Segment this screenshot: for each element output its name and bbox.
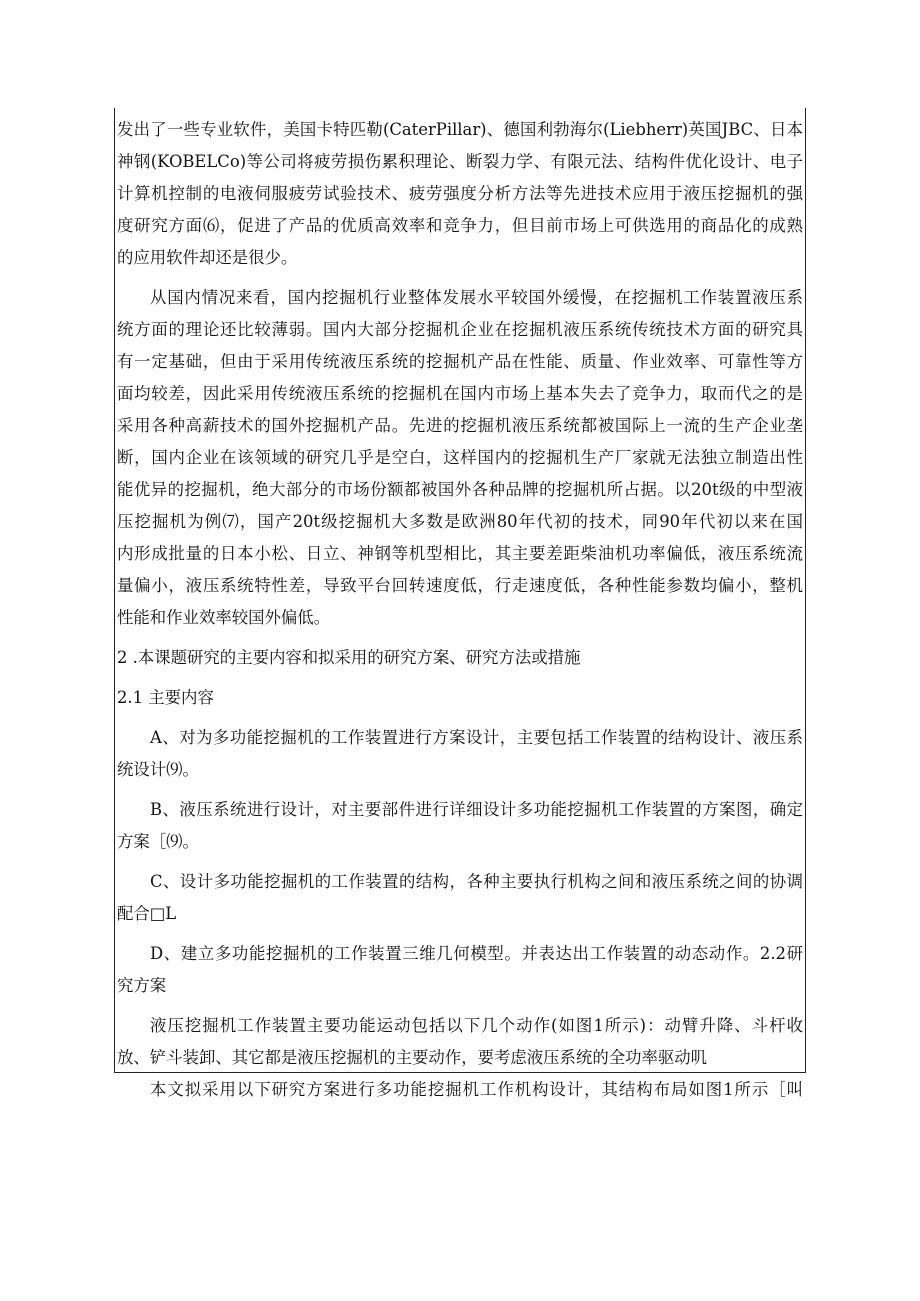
text-line: 内形成批量的日本小松、日立、神钢等机型相比，其主要差距柴油机功率偏低，液压系统流 <box>117 544 803 563</box>
text-line: A、对为多功能挖掘机的工作装置进行方案设计，主要包括工作装置的结构设计、液压系 <box>150 728 803 747</box>
text-line: 方案［⑼。 <box>117 832 199 851</box>
text-line: 度研究方面⑹，促进了产品的优质高效率和竞争力，但目前市场上可供选用的商品化的成熟 <box>117 216 803 235</box>
text-line: 从国内情况来看，国内挖掘机行业整体发展水平较国外缓慢，在挖掘机工作装置液压系 <box>150 288 803 307</box>
list-item <box>117 722 803 786</box>
text-line: 本文拟采用以下研究方案进行多功能挖掘机工作机构设计，其结构布局如图1所示［叫 <box>150 1080 803 1099</box>
text-line: 统方面的理论还比较薄弱。国内大部分挖掘机企业在挖掘机液压系统传统技术方面的研究具 <box>117 320 803 339</box>
paragraph-research-plan <box>117 1074 803 1106</box>
document-body <box>117 114 803 1106</box>
section-heading: 2 .本课题研究的主要内容和拟采用的研究方案、研究方法或措施 <box>117 648 581 667</box>
text-line: 计算机控制的电液伺服疲劳试验技术、疲劳强度分析方法等先进技术应用于液压挖掘机的强 <box>117 184 803 203</box>
subsection-heading: 2.1 主要内容 <box>117 688 214 707</box>
text-line: 究方案 <box>117 976 167 995</box>
text-line: 发出了一些专业软件，美国卡特匹勒(CaterPillar)、德国利勃海尔(Liebherr)英国JBC、日本 <box>117 120 803 139</box>
text-line: D、建立多功能挖掘机的工作装置三维几何模型。并表达出工作装置的动态动作。2.2研 <box>150 944 803 963</box>
paragraph-design-software <box>117 114 803 274</box>
text-line: 断，国内企业在该领域的研究几乎是空白，这样国内的挖掘机生产厂家就无法独立制造出性 <box>117 448 803 467</box>
text-line: 量偏小，液压系统特性差，导致平台回转速度低，行走速度低，各种性能参数均偏小，整机 <box>117 576 803 595</box>
text-line: 神钢(KOBELCo)等公司将疲劳损伤累积理论、断裂力学、有限元法、结构件优化设计、电子 <box>117 152 803 171</box>
text-line: 统设计⑼。 <box>117 760 199 779</box>
text-line: 采用各种高薪技术的国外挖掘机产品。先进的挖掘机液压系统都被国际上一流的生产企业垄 <box>117 416 803 435</box>
paragraph-domestic-situation <box>117 282 803 634</box>
list-item <box>117 866 803 930</box>
list-item <box>117 794 803 858</box>
list-item <box>117 938 803 1002</box>
text-line: 能优异的挖掘机，绝大部分的市场份额都被国外各种品牌的挖掘机所占据。以20t级的中型液 <box>117 480 803 499</box>
paragraph-main-actions <box>117 1010 803 1074</box>
text-line: 液压挖掘机工作装置主要功能运动包括以下几个动作(如图1所示)：动臂升降、斗杆收 <box>150 1016 803 1035</box>
text-line: 放、铲斗装卸、其它都是液压挖掘机的主要动作，要考虑液压系统的全功率驱动叽 <box>117 1048 708 1067</box>
text-line: 压挖掘机为例⑺，国产20t级挖掘机大多数是欧洲80年代初的技术，同90年代初以来在国 <box>117 512 803 531</box>
text-line: 的应用软件却还是很少。 <box>117 248 298 267</box>
text-line: C、设计多功能挖掘机的工作装置的结构，各种主要执行机构之间和液压系统之间的协调 <box>150 872 803 891</box>
text-line: 性能和作业效率较国外偏低。 <box>117 608 331 627</box>
text-line: 有一定基础，但由于采用传统液压系统的挖掘机产品在性能、质量、作业效率、可靠性等方 <box>117 352 803 371</box>
text-line: B、液压系统进行设计，对主要部件进行详细设计多功能挖掘机工作装置的方案图，确定 <box>150 800 803 819</box>
text-line: 面均较差，因此采用传统液压系统的挖掘机在国内市场上基本失去了竞争力，取而代之的是 <box>117 384 803 403</box>
text-line: 配合□L <box>117 904 177 923</box>
